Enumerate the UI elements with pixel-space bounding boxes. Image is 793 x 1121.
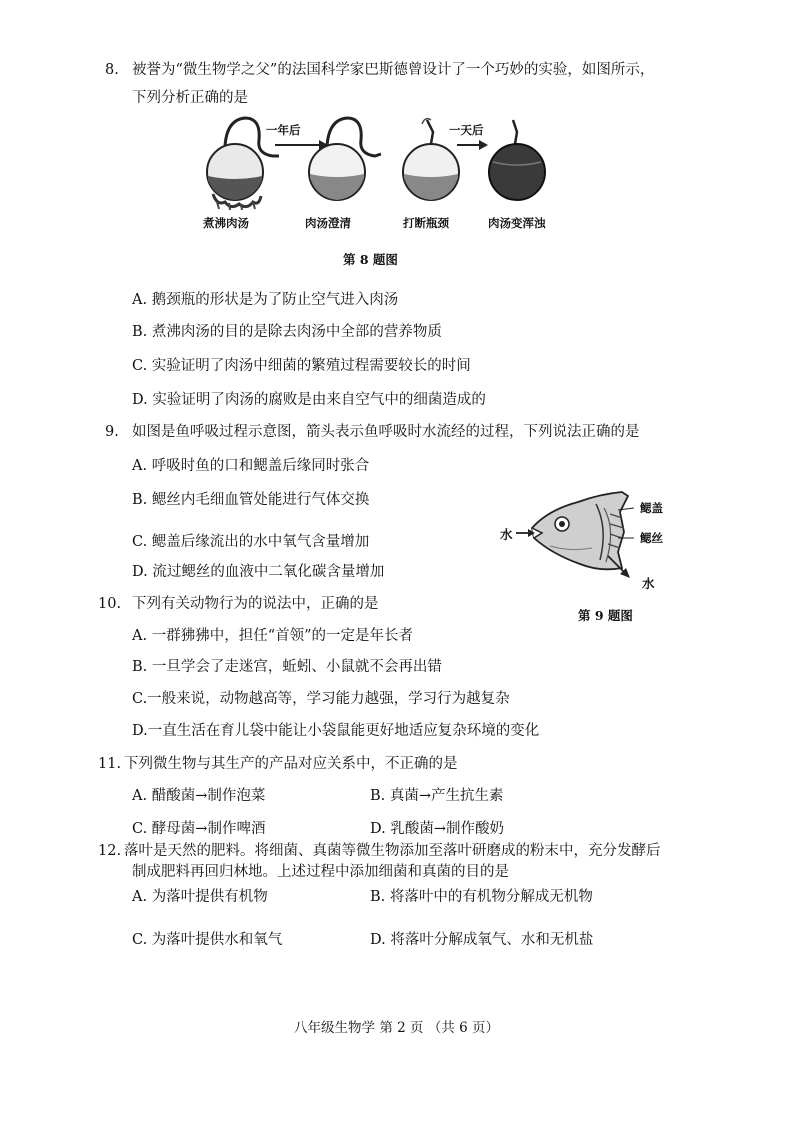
arrow-one-day-label: 一天后 bbox=[449, 123, 484, 137]
q10-option-c: C.一般来说，动物越高等，学习能力越强，学习行为越复杂 bbox=[132, 691, 510, 707]
swan-neck-flask-figure bbox=[195, 110, 565, 210]
gill-label: 鳃丝 bbox=[640, 531, 663, 545]
q10-stem: 下列有关动物行为的说法中，正确的是 bbox=[132, 596, 379, 612]
q12-option-b: B. 将落叶中的有机物分解成无机物 bbox=[370, 889, 593, 905]
q10-number: 10. bbox=[98, 596, 122, 612]
q8-stem-line2: 下列分析正确的是 bbox=[132, 90, 248, 106]
label-boiling-broth: 煮沸肉汤 bbox=[203, 216, 249, 230]
label-cloudy-broth: 肉汤变浑浊 bbox=[488, 216, 546, 230]
q9-figure-caption: 第 9 题图 bbox=[578, 608, 633, 623]
q9-option-b: B. 鳃丝内毛细血管处能进行气体交换 bbox=[132, 492, 370, 508]
q8-option-c: C. 实验证明了肉汤中细菌的繁殖过程需要较长的时间 bbox=[132, 358, 471, 374]
q12-option-a: A. 为落叶提供有机物 bbox=[132, 889, 268, 905]
q9-number: 9. bbox=[105, 424, 119, 440]
q12-option-c: C. 为落叶提供水和氧气 bbox=[132, 932, 283, 948]
label-clear-broth: 肉汤澄清 bbox=[305, 216, 351, 230]
q9-option-a: A. 呼吸时鱼的口和鳃盖后缘同时张合 bbox=[132, 458, 370, 474]
water-out-label: 水 bbox=[642, 576, 655, 591]
q9-option-d: D. 流过鳃丝的血液中二氧化碳含量增加 bbox=[132, 564, 385, 580]
operculum-label: 鳃盖 bbox=[640, 501, 663, 515]
q11-option-b: B. 真菌→产生抗生素 bbox=[370, 788, 504, 804]
q9-stem: 如图是鱼呼吸过程示意图，箭头表示鱼呼吸时水流经的过程，下列说法正确的是 bbox=[132, 424, 640, 440]
arrow-one-year-label: 一年后 bbox=[266, 123, 301, 137]
q8-option-b: B. 煮沸肉汤的目的是除去肉汤中全部的营养物质 bbox=[132, 324, 442, 340]
flask-cloudy-broth bbox=[489, 120, 545, 200]
q12-number: 12. bbox=[98, 843, 122, 859]
q10-option-d: D.一直生活在育儿袋中能让小袋鼠能更好地适应复杂环境的变化 bbox=[132, 723, 540, 739]
q12-option-d: D. 将落叶分解成氧气、水和无机盐 bbox=[370, 932, 594, 948]
q10-option-a: A. 一群狒狒中，担任“首领”的一定是年长者 bbox=[132, 628, 414, 644]
page-footer: 八年级生物学 第 2 页 （共 6 页） bbox=[294, 1020, 499, 1036]
q12-stem-line2: 制成肥料再回归林地。上述过程中添加细菌和真菌的目的是 bbox=[132, 864, 509, 880]
q8-stem-line1: 被誉为“微生物学之父”的法国科学家巴斯德曾设计了一个巧妙的实验，如图所示， bbox=[132, 62, 655, 78]
q10-option-b: B. 一旦学会了走迷宫，蚯蚓、小鼠就不会再出错 bbox=[132, 659, 442, 675]
fish-head bbox=[532, 492, 628, 569]
q9-option-c: C. 鳃盖后缘流出的水中氧气含量增加 bbox=[132, 534, 370, 550]
q11-number: 11. bbox=[98, 756, 122, 772]
q8-option-d: D. 实验证明了肉汤的腐败是由来自空气中的细菌造成的 bbox=[132, 392, 486, 408]
flask-clear-broth bbox=[309, 118, 381, 200]
arrow-one-day bbox=[457, 140, 488, 150]
q8-option-a: A. 鹅颈瓶的形状是为了防止空气进入肉汤 bbox=[132, 292, 399, 308]
q11-stem: 下列微生物与其生产的产品对应关系中，不正确的是 bbox=[124, 756, 458, 772]
q8-figure-caption: 第 8 题图 bbox=[343, 252, 398, 267]
water-in-label: 水 bbox=[500, 527, 513, 542]
label-broken-neck: 打断瓶颈 bbox=[403, 216, 449, 230]
q11-option-d: D. 乳酸菌→制作酸奶 bbox=[370, 821, 504, 837]
q8-number: 8. bbox=[105, 62, 119, 78]
q11-option-a: A. 醋酸菌→制作泡菜 bbox=[132, 788, 266, 804]
q12-stem-line1: 落叶是天然的肥料。将细菌、真菌等微生物添加至落叶研磨成的粉末中，充分发酵后 bbox=[124, 843, 661, 859]
q11-option-c: C. 酵母菌→制作啤酒 bbox=[132, 821, 266, 837]
